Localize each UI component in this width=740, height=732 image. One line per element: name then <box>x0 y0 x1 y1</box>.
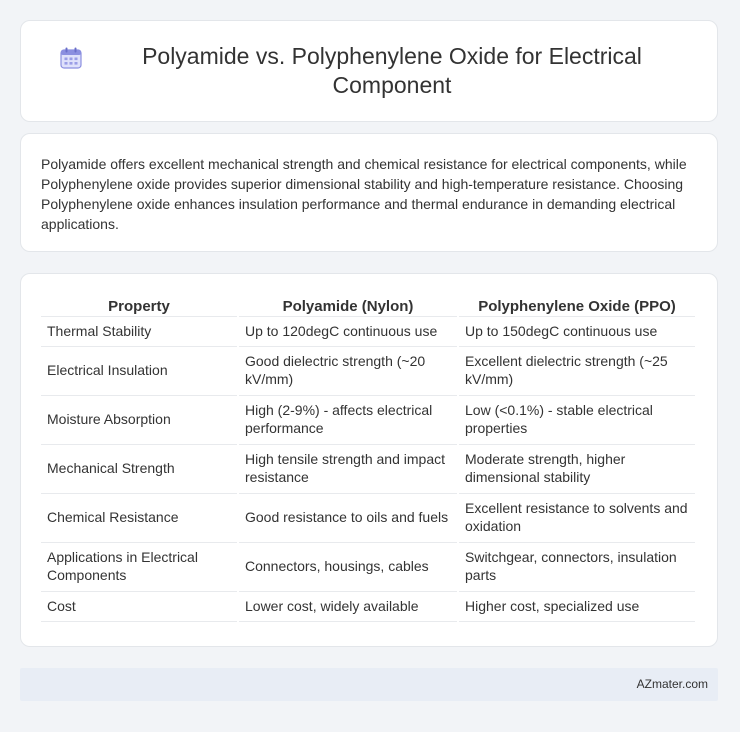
title-card <box>20 20 718 122</box>
table-cell-property: Mechanical Strength <box>41 445 237 494</box>
table-cell-property: Thermal Stability <box>41 317 237 347</box>
column-header-polyamide: Polyamide (Nylon) <box>239 296 457 317</box>
table-cell-polyamide: High tensile strength and impact resistance <box>239 445 457 494</box>
table-row <box>41 445 695 494</box>
footer-bar <box>20 668 718 701</box>
table-cell-polyamide: Up to 120degC continuous use <box>239 317 457 347</box>
table-cell-polyamide: High (2-9%) - affects electrical performance <box>239 396 457 445</box>
comparison-table <box>39 296 697 622</box>
table-cell-ppo: Switchgear, connectors, insulation parts <box>459 543 695 592</box>
table-row <box>41 543 695 592</box>
table-cell-property: Cost <box>41 592 237 622</box>
calendar-icon <box>59 46 83 70</box>
table-row <box>41 592 695 622</box>
table-cell-property: Electrical Insulation <box>41 347 237 396</box>
summary-card <box>20 133 718 252</box>
table-cell-polyamide: Connectors, housings, cables <box>239 543 457 592</box>
footer-brand: AZmater.com <box>636 677 708 691</box>
table-row <box>41 396 695 445</box>
table-cell-ppo: Excellent resistance to solvents and oxidation <box>459 494 695 543</box>
table-cell-polyamide: Good dielectric strength (~20 kV/mm) <box>239 347 457 396</box>
table-row <box>41 347 695 396</box>
summary-text: Polyamide offers excellent mechanical strength and chemical resistance for electrical components, while Polyphenylene oxide provides superior dimensional stability and high-temperature resistance. Choosing Polyphenylene oxide enhances insulation performance and thermal endurance in demanding electrical applications. <box>41 156 687 232</box>
table-header-row <box>41 296 695 317</box>
table-cell-polyamide: Good resistance to oils and fuels <box>239 494 457 543</box>
table-cell-ppo: Up to 150degC continuous use <box>459 317 695 347</box>
page-title: Polyamide vs. Polyphenylene Oxide for Electrical Component <box>142 43 642 98</box>
column-header-ppo: Polyphenylene Oxide (PPO) <box>459 296 695 317</box>
table-cell-property: Chemical Resistance <box>41 494 237 543</box>
table-cell-property: Moisture Absorption <box>41 396 237 445</box>
table-cell-ppo: Low (<0.1%) - stable electrical properties <box>459 396 695 445</box>
table-cell-polyamide: Lower cost, widely available <box>239 592 457 622</box>
table-cell-ppo: Excellent dielectric strength (~25 kV/mm) <box>459 347 695 396</box>
column-header-property: Property <box>41 296 237 317</box>
comparison-table-card <box>20 273 718 647</box>
table-row <box>41 317 695 347</box>
table-cell-property: Applications in Electrical Components <box>41 543 237 592</box>
title-wrap <box>59 42 679 100</box>
table-row <box>41 494 695 543</box>
table-cell-ppo: Higher cost, specialized use <box>459 592 695 622</box>
table-cell-ppo: Moderate strength, higher dimensional stability <box>459 445 695 494</box>
